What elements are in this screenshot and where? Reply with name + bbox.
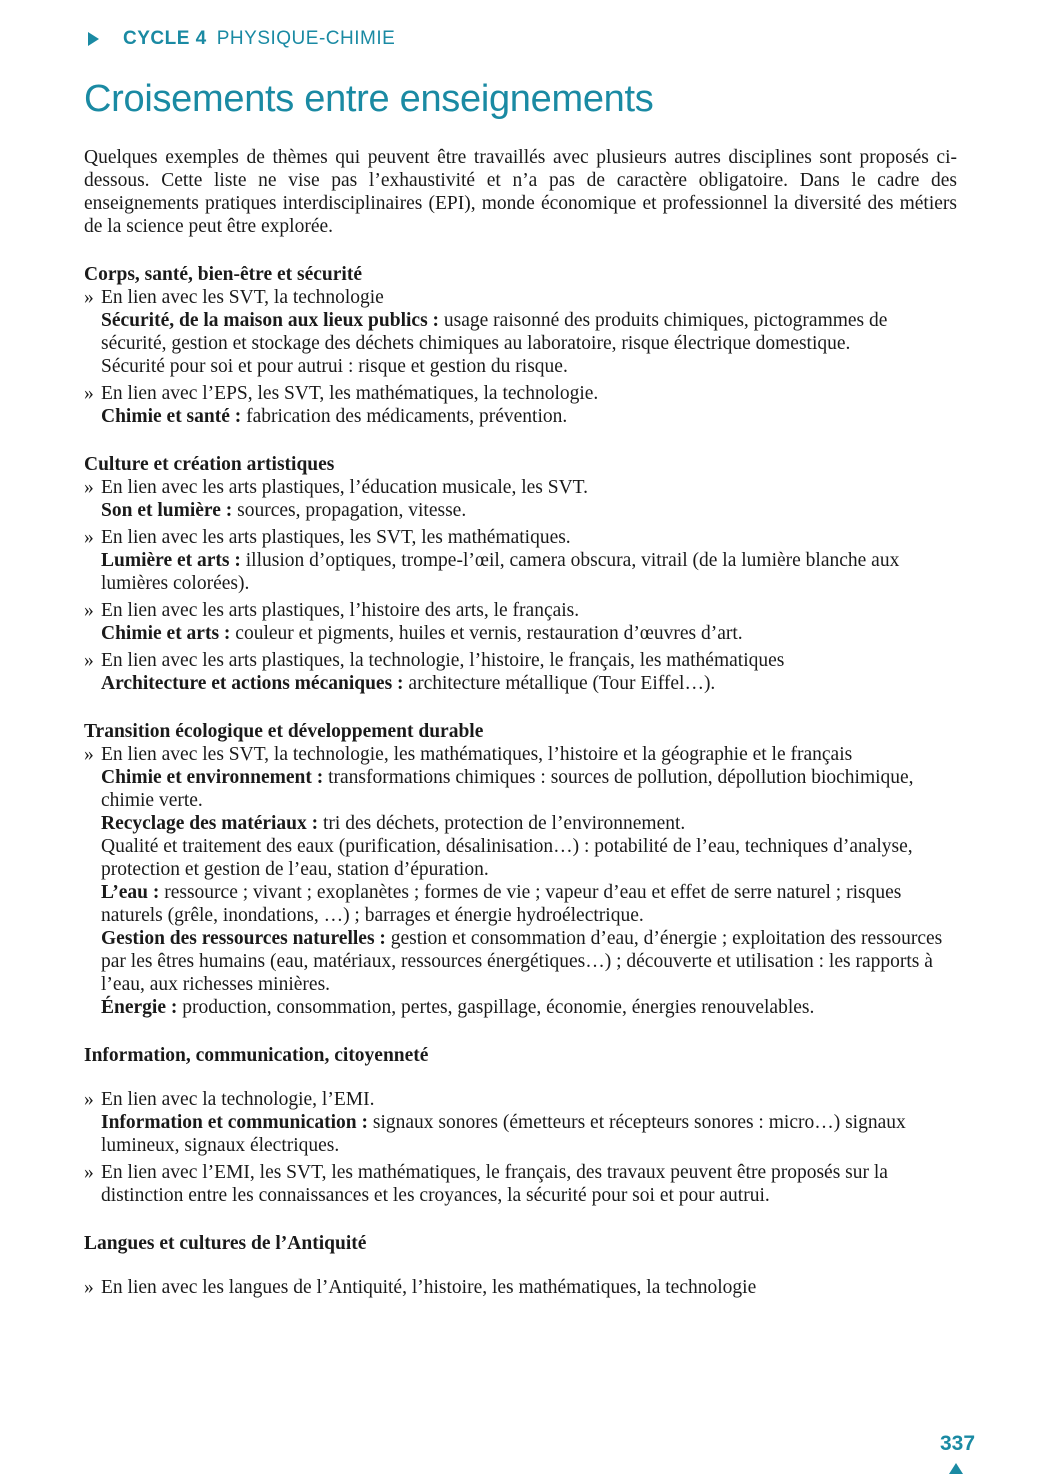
theme-text: illusion d’optiques, trompe-l’œil, camera obscura, vitrail (de la lumière blanche aux lumières colorées). — [101, 550, 900, 594]
running-header — [88, 26, 395, 52]
triangle-right-icon — [88, 32, 99, 46]
item-lead: En lien avec les arts plastiques, l’éducation musicale, les SVT. — [101, 477, 588, 498]
list-item — [84, 649, 957, 695]
item-paragraph — [101, 766, 957, 812]
list-item — [84, 599, 957, 645]
list-item — [84, 1161, 957, 1207]
list-item — [84, 1276, 957, 1299]
section-title: Culture et création artistiques — [84, 454, 335, 475]
item-lead: En lien avec les arts plastiques, les SVT, les mathématiques. — [101, 527, 571, 548]
item-lead: En lien avec les SVT, la technologie — [101, 287, 384, 308]
theme-label: Recyclage des matériaux : — [101, 813, 319, 834]
item-paragraph — [101, 309, 957, 355]
list-item — [84, 1088, 957, 1157]
item-paragraph — [101, 881, 957, 927]
spacer — [84, 1067, 957, 1088]
list-item — [84, 286, 957, 378]
bullet-icon: » — [84, 1277, 94, 1298]
section — [84, 1044, 957, 1207]
section — [84, 720, 957, 1019]
bullet-icon: » — [84, 383, 94, 404]
section-title: Corps, santé, bien-être et sécurité — [84, 264, 362, 285]
theme-text: couleur et pigments, huiles et vernis, restauration d’œuvres d’art. — [230, 623, 743, 644]
item-paragraph — [101, 405, 957, 428]
item-paragraph — [101, 672, 957, 695]
theme-text: signaux sonores (émetteurs et récepteurs sonores : micro…) signaux lumineux, signaux électriques. — [101, 1112, 906, 1156]
spacer — [84, 1255, 957, 1276]
intro-paragraph: Quelques exemples de thèmes qui peuvent être travaillés avec plusieurs autres disciplines sont proposés ci-dessous. Cette liste ne vise pas l’exhaustivité et n’a pas de caractère obligatoire. Dans le cadre des enseignements pratiques interdisciplinaires (EPI), monde économique et professionnel la diversité des métiers de la science peut être explorée. — [84, 147, 957, 237]
theme-text: transformations chimiques : sources de pollution, dépollution biochimique, chimie verte. — [101, 767, 914, 811]
theme-label: Information et communication : — [101, 1112, 369, 1133]
theme-text: architecture métallique (Tour Eiffel…). — [403, 673, 716, 694]
theme-text: Sécurité pour soi et pour autrui : risque et gestion du risque. — [101, 356, 568, 377]
item-paragraph — [101, 927, 957, 996]
section — [84, 1232, 957, 1299]
bullet-icon: » — [84, 287, 94, 308]
bullet-icon: » — [84, 1162, 94, 1183]
page-number: 337 — [940, 1432, 976, 1455]
item-paragraph — [101, 499, 957, 522]
item-paragraph — [101, 1111, 957, 1157]
list-item — [84, 382, 957, 428]
theme-text: gestion et consommation d’eau, d’énergie ; exploitation des ressources par les êtres humains (eau, matériaux, ressources énergétiques…) ; découverte et utilisation : les rapports à l’eau, aux richesses minières. — [101, 928, 943, 995]
bullet-icon: » — [84, 477, 94, 498]
item-lead: En lien avec les SVT, la technologie, les mathématiques, l’histoire et la géographie et le français — [101, 744, 853, 765]
section-title: Langues et cultures de l’Antiquité — [84, 1233, 367, 1254]
bullet-icon: » — [84, 600, 94, 621]
theme-label: Chimie et santé : — [101, 406, 242, 427]
item-paragraph — [101, 355, 957, 378]
theme-text: Qualité et traitement des eaux (purification, désalinisation…) : potabilité de l’eau, techniques d’analyse, protection et gestion de l’eau, station d’épuration. — [101, 836, 913, 880]
theme-label: Chimie et environnement : — [101, 767, 324, 788]
section — [84, 453, 957, 695]
theme-text: usage raisonné des produits chimiques, pictogrammes de sécurité, gestion et stockage des déchets chimiques au laboratoire, risque électrique domestique. — [101, 310, 888, 354]
theme-label: Lumière et arts : — [101, 550, 241, 571]
theme-label: Énergie : — [101, 997, 178, 1018]
theme-text: sources, propagation, vitesse. — [232, 500, 467, 521]
page-title: Croisements entre enseignements — [84, 78, 654, 120]
header-subject: PHYSIQUE-CHIMIE — [216, 28, 396, 49]
main-content — [84, 146, 957, 1299]
theme-text: fabrication des médicaments, prévention. — [241, 406, 568, 427]
item-paragraph — [101, 996, 957, 1019]
item-lead: En lien avec les arts plastiques, l’histoire des arts, le français. — [101, 600, 580, 621]
bullet-icon: » — [84, 1089, 94, 1110]
bullet-icon: » — [84, 527, 94, 548]
list-item — [84, 743, 957, 1019]
bullet-icon: » — [84, 650, 94, 671]
bullet-icon: » — [84, 744, 94, 765]
item-lead: En lien avec l’EPS, les SVT, les mathématiques, la technologie. — [101, 383, 599, 404]
theme-label: Chimie et arts : — [101, 623, 231, 644]
item-lead: En lien avec l’EMI, les SVT, les mathématiques, le français, des travaux peuvent être proposés sur la distinction entre les connaissances et les croyances, la sécurité pour soi et pour autrui. — [101, 1162, 888, 1206]
theme-label: Architecture et actions mécaniques : — [101, 673, 404, 694]
theme-label: Sécurité, de la maison aux lieux publics : — [101, 310, 440, 331]
list-item — [84, 526, 957, 595]
item-lead: En lien avec la technologie, l’EMI. — [101, 1089, 375, 1110]
item-lead: En lien avec les arts plastiques, la technologie, l’histoire, le français, les mathématiques — [101, 650, 785, 671]
section-title: Information, communication, citoyenneté — [84, 1045, 429, 1066]
theme-text: production, consommation, pertes, gaspillage, économie, énergies renouvelables. — [177, 997, 815, 1018]
theme-label: Gestion des ressources naturelles : — [101, 928, 386, 949]
sections-container — [84, 263, 957, 1299]
theme-text: ressource ; vivant ; exoplanètes ; formes de vie ; vapeur d’eau et effet de serre naturel ; risques naturels (grêle, inondations, …) ; barrages et énergie hydroélectrique. — [101, 882, 902, 926]
item-paragraph — [101, 835, 957, 881]
item-paragraph — [101, 812, 957, 835]
section-title: Transition écologique et développement durable — [84, 721, 484, 742]
list-item — [84, 476, 957, 522]
item-lead: En lien avec les langues de l’Antiquité, l’histoire, les mathématiques, la technologie — [101, 1277, 757, 1298]
triangle-up-icon — [949, 1463, 963, 1474]
theme-label: Son et lumière : — [101, 500, 233, 521]
section — [84, 263, 957, 428]
theme-label: L’eau : — [101, 882, 160, 903]
item-paragraph — [101, 549, 957, 595]
theme-text: tri des déchets, protection de l’environnement. — [318, 813, 686, 834]
header-cycle: CYCLE 4 — [123, 28, 207, 49]
item-paragraph — [101, 622, 957, 645]
